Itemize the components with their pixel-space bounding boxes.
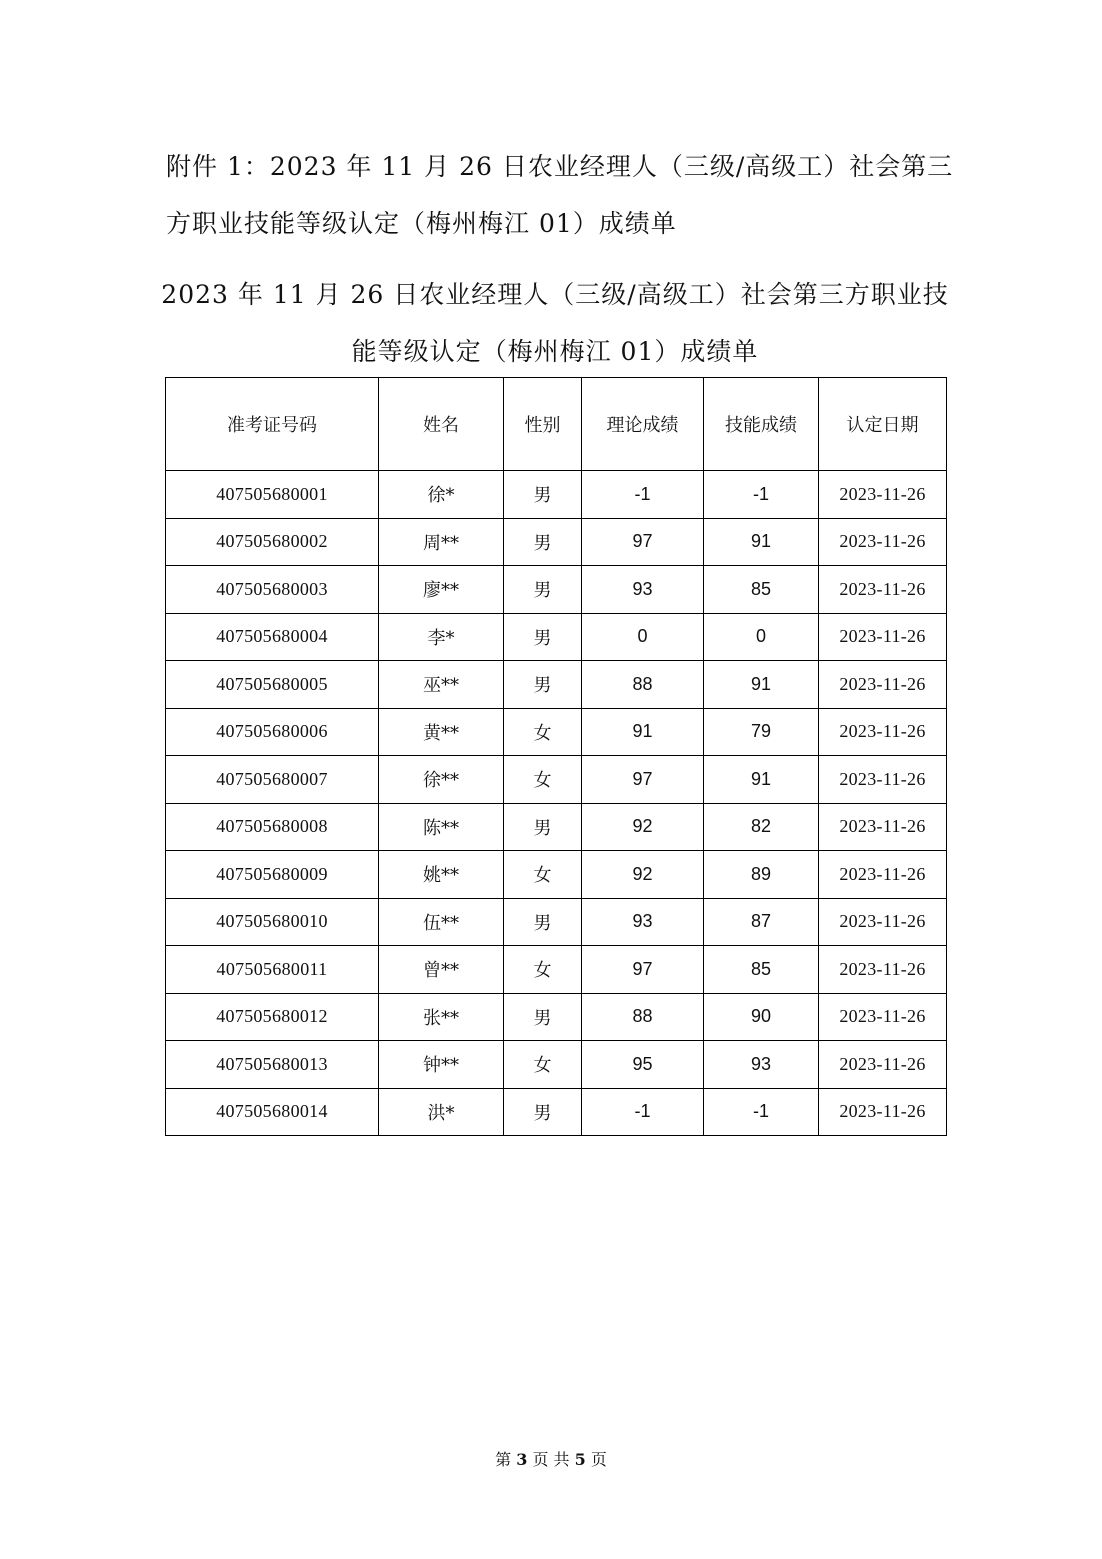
- table-row: [166, 1041, 947, 1089]
- cell-admission-number: 407505680014: [166, 1088, 379, 1136]
- table-row: [166, 1088, 947, 1136]
- header-admission-number: 准考证号码: [166, 378, 379, 471]
- footer-middle: 页 共: [532, 1450, 570, 1469]
- table-row: [166, 756, 947, 804]
- cell-admission-number: 407505680001: [166, 471, 379, 519]
- cell-date: 2023-11-26: [819, 613, 947, 661]
- cell-date: 2023-11-26: [819, 756, 947, 804]
- cell-skill-score: 91: [704, 756, 819, 804]
- cell-skill-score: 87: [704, 898, 819, 946]
- cell-theory-score: -1: [582, 471, 704, 519]
- cell-gender: 男: [504, 471, 582, 519]
- cell-skill-score: 93: [704, 1041, 819, 1089]
- cell-skill-score: -1: [704, 1088, 819, 1136]
- cell-skill-score: 85: [704, 566, 819, 614]
- cell-gender: 男: [504, 993, 582, 1041]
- cell-date: 2023-11-26: [819, 661, 947, 709]
- header-gender: 性别: [504, 378, 582, 471]
- cell-gender: 女: [504, 851, 582, 899]
- cell-name: 张**: [379, 993, 504, 1041]
- cell-name: 曾**: [379, 946, 504, 994]
- table-row: [166, 898, 947, 946]
- cell-admission-number: 407505680004: [166, 613, 379, 661]
- table-row: [166, 993, 947, 1041]
- cell-theory-score: 97: [582, 518, 704, 566]
- cell-name: 黄**: [379, 708, 504, 756]
- cell-name: 钟**: [379, 1041, 504, 1089]
- cell-skill-score: 91: [704, 518, 819, 566]
- footer-suffix: 页: [590, 1450, 607, 1469]
- cell-admission-number: 407505680008: [166, 803, 379, 851]
- cell-name: 徐**: [379, 756, 504, 804]
- cell-admission-number: 407505680009: [166, 851, 379, 899]
- table-row: [166, 946, 947, 994]
- table-header-row: [166, 378, 947, 471]
- cell-admission-number: 407505680005: [166, 661, 379, 709]
- footer-current-page: 3: [516, 1450, 528, 1469]
- cell-admission-number: 407505680003: [166, 566, 379, 614]
- cell-skill-score: -1: [704, 471, 819, 519]
- cell-skill-score: 85: [704, 946, 819, 994]
- table-row: [166, 566, 947, 614]
- cell-admission-number: 407505680006: [166, 708, 379, 756]
- table-title: 2023 年 11 月 26 日农业经理人（三级/高级工）社会第三方职业技能等级认定（梅州梅江 01）成绩单: [161, 280, 949, 366]
- score-table: [165, 377, 947, 1136]
- cell-date: 2023-11-26: [819, 993, 947, 1041]
- attachment-title: 附件 1：2023 年 11 月 26 日农业经理人（三级/高级工）社会第三方职业技能等级认定（梅州梅江 01）成绩单: [166, 152, 954, 238]
- cell-theory-score: -1: [582, 1088, 704, 1136]
- table-row: [166, 661, 947, 709]
- table-row: [166, 708, 947, 756]
- table-row: [166, 803, 947, 851]
- header-theory-score: 理论成绩: [582, 378, 704, 471]
- header-date: 认定日期: [819, 378, 947, 471]
- cell-name: 陈**: [379, 803, 504, 851]
- cell-name: 廖**: [379, 566, 504, 614]
- cell-theory-score: 93: [582, 566, 704, 614]
- cell-gender: 女: [504, 1041, 582, 1089]
- cell-theory-score: 92: [582, 851, 704, 899]
- cell-admission-number: 407505680010: [166, 898, 379, 946]
- cell-theory-score: 97: [582, 756, 704, 804]
- cell-admission-number: 407505680007: [166, 756, 379, 804]
- cell-name: 巫**: [379, 661, 504, 709]
- table-row: [166, 851, 947, 899]
- cell-admission-number: 407505680012: [166, 993, 379, 1041]
- cell-name: 伍**: [379, 898, 504, 946]
- cell-date: 2023-11-26: [819, 566, 947, 614]
- cell-name: 李*: [379, 613, 504, 661]
- cell-admission-number: 407505680013: [166, 1041, 379, 1089]
- cell-skill-score: 82: [704, 803, 819, 851]
- cell-admission-number: 407505680002: [166, 518, 379, 566]
- table-row: [166, 518, 947, 566]
- header-skill-score: 技能成绩: [704, 378, 819, 471]
- cell-skill-score: 91: [704, 661, 819, 709]
- cell-theory-score: 95: [582, 1041, 704, 1089]
- cell-name: 周**: [379, 518, 504, 566]
- page-footer: [0, 1447, 1102, 1470]
- cell-date: 2023-11-26: [819, 1041, 947, 1089]
- cell-theory-score: 91: [582, 708, 704, 756]
- header-name: 姓名: [379, 378, 504, 471]
- cell-gender: 男: [504, 803, 582, 851]
- footer-prefix: 第: [495, 1450, 512, 1469]
- cell-admission-number: 407505680011: [166, 946, 379, 994]
- cell-gender: 男: [504, 898, 582, 946]
- cell-theory-score: 93: [582, 898, 704, 946]
- cell-date: 2023-11-26: [819, 803, 947, 851]
- cell-date: 2023-11-26: [819, 1088, 947, 1136]
- cell-gender: 女: [504, 756, 582, 804]
- cell-skill-score: 79: [704, 708, 819, 756]
- cell-skill-score: 0: [704, 613, 819, 661]
- cell-theory-score: 88: [582, 661, 704, 709]
- cell-theory-score: 92: [582, 803, 704, 851]
- cell-gender: 男: [504, 613, 582, 661]
- cell-gender: 男: [504, 1088, 582, 1136]
- cell-theory-score: 97: [582, 946, 704, 994]
- cell-date: 2023-11-26: [819, 518, 947, 566]
- footer-total-pages: 5: [574, 1450, 586, 1469]
- cell-date: 2023-11-26: [819, 898, 947, 946]
- cell-skill-score: 90: [704, 993, 819, 1041]
- table-body: [166, 471, 947, 1136]
- cell-gender: 女: [504, 708, 582, 756]
- cell-date: 2023-11-26: [819, 708, 947, 756]
- cell-gender: 男: [504, 566, 582, 614]
- cell-name: 姚**: [379, 851, 504, 899]
- table-row: [166, 471, 947, 519]
- cell-gender: 女: [504, 946, 582, 994]
- cell-theory-score: 0: [582, 613, 704, 661]
- cell-date: 2023-11-26: [819, 946, 947, 994]
- table-row: [166, 613, 947, 661]
- cell-name: 徐*: [379, 471, 504, 519]
- cell-skill-score: 89: [704, 851, 819, 899]
- cell-gender: 男: [504, 661, 582, 709]
- cell-date: 2023-11-26: [819, 471, 947, 519]
- cell-name: 洪*: [379, 1088, 504, 1136]
- cell-gender: 男: [504, 518, 582, 566]
- cell-theory-score: 88: [582, 993, 704, 1041]
- cell-date: 2023-11-26: [819, 851, 947, 899]
